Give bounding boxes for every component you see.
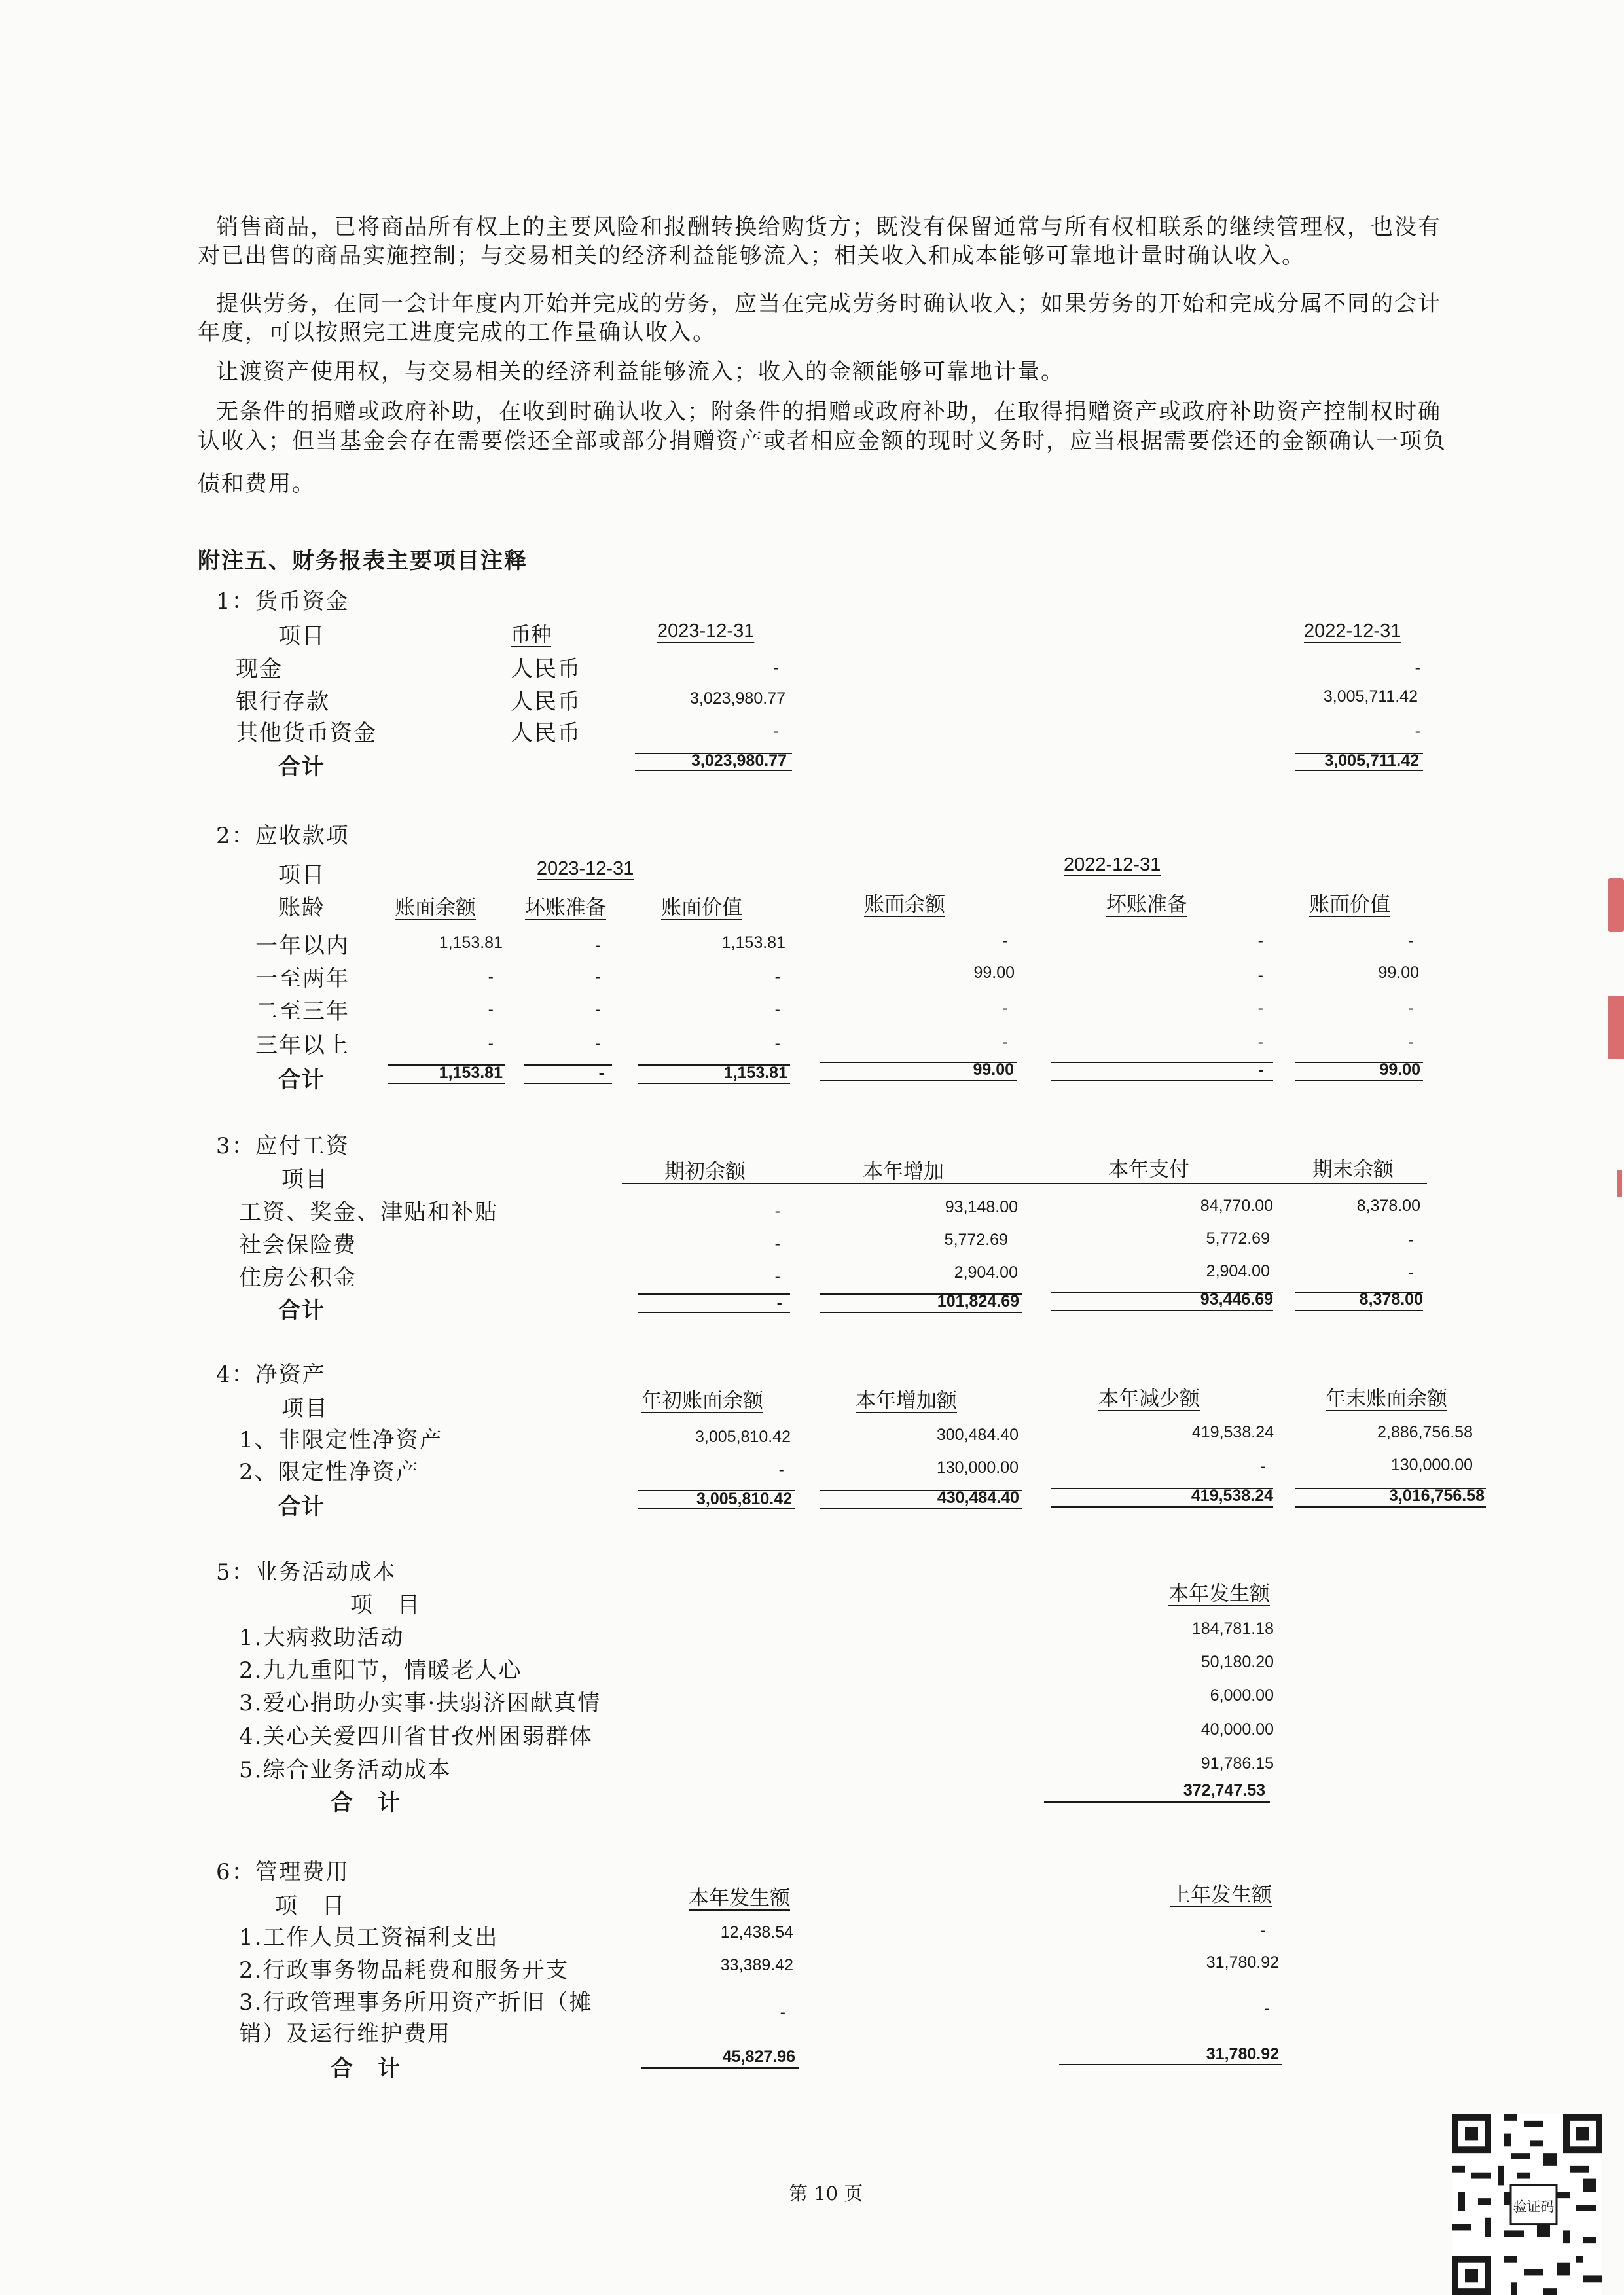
s2-cell: 99.00	[1378, 964, 1419, 982]
s6-total-current: 45,827.96	[722, 2048, 795, 2066]
s2-total-underline	[1295, 1080, 1423, 1081]
s2-total-cell: 99.00	[1379, 1060, 1420, 1079]
s2-total-underline	[524, 1083, 612, 1084]
s3-row-name: 社会保险费	[239, 1232, 357, 1258]
s3-total-cell: -	[776, 1293, 782, 1312]
s2-total-cell: 1,153.81	[439, 1064, 503, 1082]
s2-total-cell: 99.00	[973, 1060, 1014, 1079]
s2-total-underline	[388, 1083, 505, 1084]
s3-cell: -	[774, 1267, 780, 1286]
s2-cell: -	[1257, 999, 1263, 1017]
s1-row-val-2022: -	[1415, 659, 1420, 677]
paragraph-line: 认收入；但当基金会存在需要偿还全部或部分捐赠资产或者相应金额的现时义务时，应当根据需要偿还的金额确认一项负	[198, 428, 1447, 454]
paragraph-line: 让渡资产使用权，与交易相关的经济利益能够流入；收入的金额能够可靠地计量。	[216, 359, 1064, 385]
s4-title: 4：净资产	[216, 1362, 326, 1388]
s4-header-item: 项目	[281, 1396, 329, 1422]
s2-header-age: 账龄	[278, 895, 325, 921]
s6-cell-current: 12,438.54	[720, 1923, 793, 1942]
s4-row-name: 2、限定性净资产	[239, 1459, 420, 1485]
qr-label: 验证码	[1513, 2198, 1555, 2214]
s2-cell: -	[595, 1034, 601, 1053]
s1-row-name: 现金	[236, 656, 283, 682]
s5-header-amount: 本年发生额	[1168, 1582, 1270, 1606]
s4-total-underline	[820, 1508, 1022, 1509]
section-title: 附注五、财务报表主要项目注释	[198, 548, 528, 574]
s4-total-cell: 3,005,810.42	[696, 1490, 792, 1508]
paragraph-line: 对已出售的商品实施控制；与交易相关的经济利益能够流入；相关收入和成本能够可靠地计量时确认收入。	[198, 243, 1305, 269]
s6-total-underline	[641, 2067, 799, 2069]
s2-cell: -	[1408, 1033, 1414, 1051]
s4-header-increase: 本年增加额	[856, 1389, 957, 1413]
s2-row-age: 一年以内	[255, 933, 350, 959]
s6-header-prior: 上年发生额	[1170, 1883, 1272, 1907]
s3-header-opening: 期初余额	[664, 1160, 746, 1184]
paragraph-line: 无条件的捐赠或政府补助，在收到时确认收入；附条件的捐赠或政府补助，在取得捐赠资产或政府补助资产控制权时确	[216, 399, 1441, 425]
s3-cell: -	[1408, 1263, 1414, 1282]
s2-cell: -	[774, 1034, 780, 1053]
s6-header-current: 本年发生额	[689, 1887, 790, 1910]
s3-total-underline	[820, 1312, 1022, 1313]
s5-row-name: 3.爱心捐助办实事·扶弱济困献真情	[239, 1690, 602, 1716]
s3-cell: -	[774, 1235, 780, 1253]
s2-title: 2：应收款项	[216, 823, 350, 849]
s1-row-currency: 人民币	[511, 720, 581, 746]
s1-row-currency: 人民币	[511, 689, 581, 715]
s5-cell: 91,786.15	[1200, 1754, 1274, 1773]
page-number: 第 10 页	[789, 2182, 863, 2205]
s2-cell: -	[1257, 966, 1263, 985]
s4-cell: 419,538.24	[1191, 1423, 1274, 1441]
paragraph-line: 提供劳务，在同一会计年度内开始并完成的劳务，应当在完成劳务时确认收入；如果劳务的开始和完成分属不同的会计	[216, 291, 1441, 317]
s1-header-item: 项目	[278, 623, 325, 649]
s3-header-increase: 本年增加	[863, 1160, 944, 1184]
s3-total-cell: 93,446.69	[1200, 1290, 1273, 1309]
s1-header-date1: 2023-12-31	[657, 621, 755, 642]
s3-header-item: 项目	[281, 1166, 329, 1193]
s5-row-name: 2.九九重阳节，情暖老人心	[239, 1657, 522, 1684]
s3-cell: 5,772.69	[944, 1231, 1008, 1249]
s1-header-date2: 2022-12-31	[1304, 621, 1401, 642]
s2-cell: -	[1002, 1033, 1008, 1051]
s2-cell: -	[1408, 999, 1414, 1017]
s2-cell: -	[488, 1000, 494, 1019]
s6-total-underline	[1059, 2064, 1282, 2065]
s2-header-baddebt-2022: 坏账准备	[1106, 893, 1187, 916]
s6-total-prior: 31,780.92	[1206, 2045, 1279, 2063]
s6-cell-current: 33,389.42	[720, 1956, 793, 1974]
s2-header-baddebt-2023: 坏账准备	[525, 896, 606, 920]
s2-cell: -	[774, 967, 780, 986]
s6-row-name: 1.工作人员工资福利支出	[239, 1925, 499, 1951]
qr-code-icon	[1452, 2114, 1602, 2295]
paragraph-line: 债和费用。	[198, 471, 316, 497]
s5-row-name: 5.综合业务活动成本	[239, 1757, 452, 1783]
s5-row-name: 1.大病救助活动	[239, 1625, 405, 1651]
s4-cell: 300,484.40	[936, 1426, 1019, 1444]
s6-cell-prior: -	[1264, 1999, 1270, 2017]
s4-cell: -	[1260, 1457, 1266, 1475]
s2-total-cell: -	[598, 1064, 604, 1082]
s1-row-currency: 人民币	[511, 656, 581, 682]
s5-total-label: 合 计	[331, 1790, 401, 1816]
s2-cell: -	[595, 967, 601, 986]
s4-total-label: 合计	[278, 1494, 325, 1520]
s6-row-name: 3.行政管理事务所用资产折旧（摊	[239, 1989, 593, 2015]
s3-title: 3：应付工资	[216, 1133, 350, 1159]
s2-cell: -	[1002, 931, 1008, 950]
s1-header-currency: 币种	[511, 623, 551, 647]
s2-cell: 1,153.81	[721, 933, 785, 952]
s3-header-closing: 期末余额	[1312, 1158, 1394, 1182]
s3-cell: -	[774, 1202, 780, 1220]
s5-title: 5：业务活动成本	[216, 1559, 397, 1585]
s1-row-val-2023: 3,023,980.77	[690, 689, 785, 708]
s4-cell: 2,886,756.58	[1377, 1423, 1473, 1441]
s2-date-2022: 2022-12-31	[1064, 854, 1161, 875]
s2-total-underline	[638, 1083, 790, 1084]
s2-total-underline	[820, 1080, 1017, 1081]
s2-cell: -	[488, 967, 494, 986]
s4-cell: 3,005,810.42	[695, 1428, 791, 1446]
s5-cell: 50,180.20	[1200, 1653, 1274, 1671]
s2-cell: 99.00	[973, 964, 1015, 982]
s2-total-cell: 1,153.81	[723, 1064, 787, 1082]
s3-total-underline	[1295, 1310, 1423, 1311]
s4-cell: 130,000.00	[936, 1458, 1019, 1477]
s5-total-cell: 372,747.53	[1183, 1781, 1265, 1799]
s1-total-2023: 3,023,980.77	[691, 751, 787, 770]
s4-total-cell: 419,538.24	[1191, 1487, 1273, 1505]
s2-date-2023: 2023-12-31	[537, 858, 634, 879]
paragraph-line: 年度，可以按照完工进度完成的工作量确认收入。	[198, 319, 716, 346]
s1-total-2022: 3,005,711.42	[1324, 751, 1419, 770]
s1-row-name: 其他货币资金	[236, 720, 377, 746]
s2-header-balance-2023: 账面余额	[395, 896, 476, 920]
s4-total-underline	[638, 1508, 795, 1509]
s3-row-name: 住房公积金	[239, 1265, 357, 1291]
s4-total-underline	[1295, 1506, 1486, 1508]
s2-header-balance-2022: 账面余额	[864, 893, 945, 916]
s4-total-cell: 3,016,756.58	[1389, 1487, 1485, 1505]
s2-cell: -	[1002, 999, 1008, 1017]
s3-total-underline	[638, 1312, 790, 1313]
s5-row-name: 4.关心关爱四川省甘孜州困弱群体	[239, 1724, 593, 1750]
s3-cell: 84,770.00	[1200, 1197, 1273, 1215]
s1-row-val-2023: -	[773, 722, 779, 740]
s2-total-label: 合计	[278, 1067, 325, 1093]
seal-fragment	[1608, 878, 1624, 932]
s4-header-opening: 年初账面余额	[641, 1389, 763, 1413]
s2-row-age: 一至两年	[255, 966, 350, 992]
s2-cell: -	[1408, 931, 1414, 950]
s1-row-val-2023: -	[773, 659, 779, 677]
s3-cell: 2,904.00	[954, 1263, 1018, 1282]
s3-total-cell: 8,378.00	[1359, 1290, 1423, 1309]
s6-row-name: 2.行政事务物品耗费和服务开支	[239, 1957, 569, 1983]
s2-cell: -	[595, 936, 601, 954]
s2-cell: -	[595, 1000, 601, 1019]
s4-total-cell: 430,484.40	[937, 1489, 1019, 1507]
s4-cell: -	[778, 1460, 784, 1479]
s2-cell: -	[1257, 931, 1263, 950]
s5-cell: 184,781.18	[1191, 1619, 1274, 1638]
s5-header-item: 项 目	[350, 1592, 421, 1618]
s2-header-bookval-2023: 账面价值	[661, 896, 742, 920]
s1-title: 1：货币资金	[216, 588, 350, 615]
s3-total-underline	[1051, 1310, 1273, 1311]
seal-fragment	[1617, 1170, 1622, 1197]
s4-header-decrease: 本年减少额	[1098, 1387, 1200, 1411]
s2-header-item: 项目	[278, 862, 325, 888]
s2-cell: 1,153.81	[439, 933, 503, 952]
s6-cell-current: -	[780, 2003, 785, 2021]
s4-total-underline	[1051, 1506, 1273, 1508]
s1-total-label: 合计	[278, 754, 325, 780]
s1-row-name: 银行存款	[236, 689, 330, 715]
s2-total-cell: -	[1258, 1060, 1264, 1079]
s3-row-name: 工资、奖金、津贴和补贴	[239, 1199, 498, 1225]
s3-cell: -	[1408, 1231, 1414, 1249]
s5-cell: 6,000.00	[1210, 1686, 1274, 1705]
s2-cell: -	[488, 1034, 494, 1053]
s4-header-closing: 年末账面余额	[1326, 1387, 1447, 1411]
s3-cell: 8,378.00	[1356, 1197, 1420, 1215]
s5-total-underline	[1044, 1801, 1270, 1803]
s2-header-bookval-2022: 账面价值	[1309, 893, 1390, 916]
s3-cell: 2,904.00	[1206, 1262, 1270, 1280]
s4-cell: 130,000.00	[1390, 1456, 1473, 1474]
s6-row-name-cont: 销）及运行维护费用	[239, 2021, 451, 2047]
s6-total-label: 合 计	[331, 2055, 401, 2082]
s6-cell-prior: -	[1260, 1921, 1266, 1940]
s1-row-val-2022: -	[1415, 722, 1420, 740]
s3-total-cell: 101,824.69	[937, 1292, 1019, 1310]
s2-total-underline	[1051, 1080, 1273, 1081]
s3-cell: 5,772.69	[1206, 1229, 1270, 1248]
seal-fragment	[1608, 996, 1624, 1059]
s1-row-val-2022: 3,005,711.42	[1323, 687, 1418, 706]
s2-cell: -	[1257, 1033, 1263, 1051]
s6-cell-prior: 31,780.92	[1206, 1953, 1279, 1972]
paragraph-line: 销售商品，已将商品所有权上的主要风险和报酬转换给购货方；既没有保留通常与所有权相联系的继续管理权，也没有	[216, 214, 1441, 240]
s5-cell: 40,000.00	[1200, 1720, 1274, 1739]
s2-row-age: 二至三年	[255, 998, 350, 1024]
s1-total-underline	[1295, 770, 1423, 771]
s6-header-item: 项 目	[275, 1893, 346, 1919]
s6-title: 6：管理费用	[216, 1859, 350, 1885]
s3-header-paid: 本年支付	[1108, 1158, 1189, 1182]
s3-cell: 93,148.00	[945, 1198, 1018, 1216]
s2-row-age: 三年以上	[255, 1032, 350, 1058]
s3-total-label: 合计	[278, 1297, 325, 1324]
s1-total-underline	[635, 770, 792, 771]
s4-row-name: 1、非限定性净资产	[239, 1427, 443, 1453]
s2-cell: -	[774, 1000, 780, 1019]
